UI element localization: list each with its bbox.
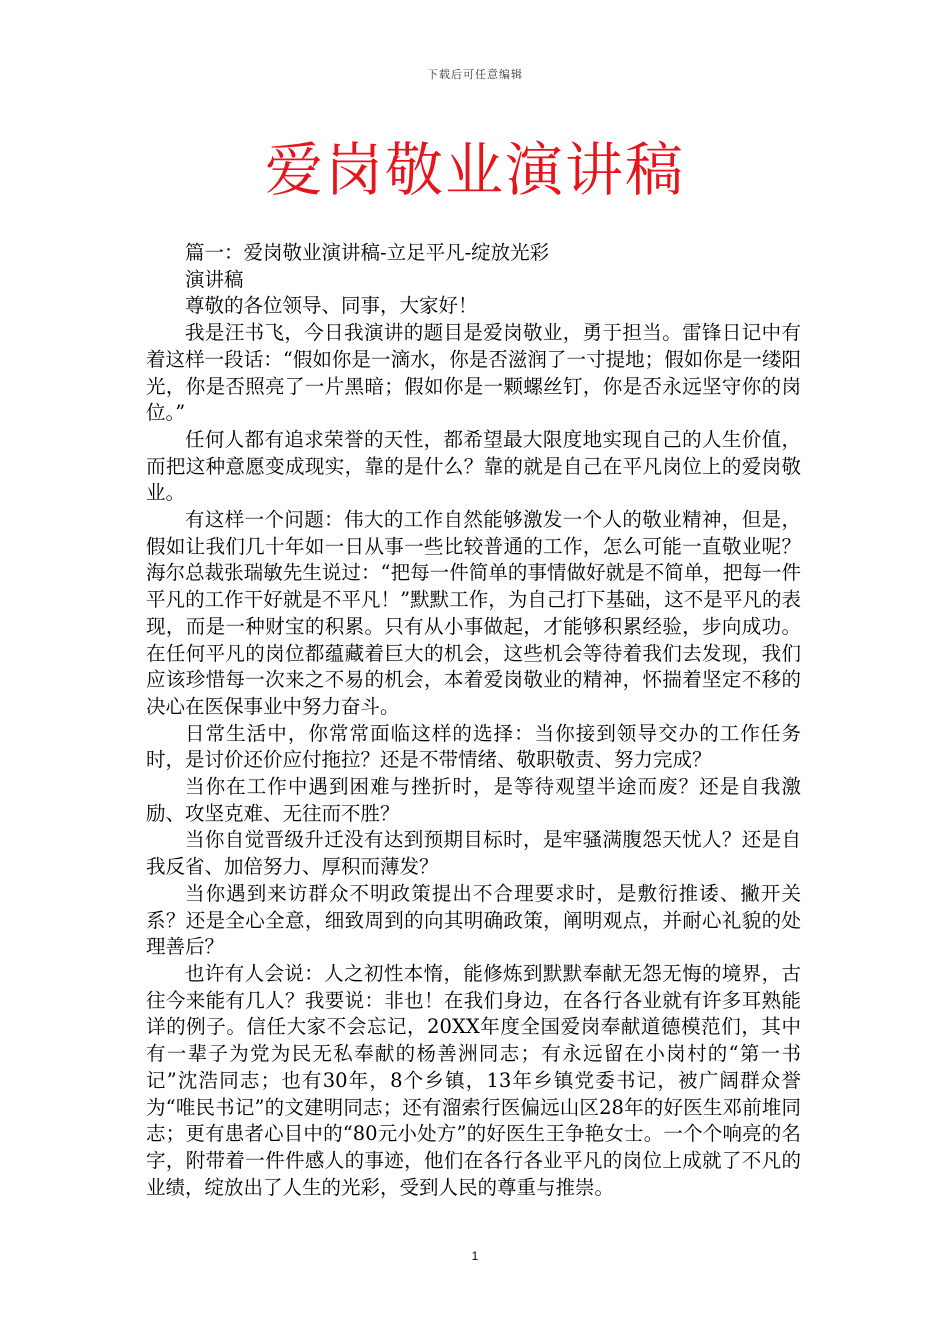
section-subheading: 演讲稿	[185, 267, 244, 291]
body-paragraph: 当你自觉晋级升迁没有达到预期目标时，是牢骚满腹怨天忧人？还是自我反省、加倍努力、厚积而薄发？	[146, 828, 801, 879]
body-paragraph: 我是汪书飞，今日我演讲的题目是爱岗敬业，勇于担当。雷锋日记中有着这样一段话：“假如你是一滴水，你是否滋润了一寸提地；假如你是一缕阳光，你是否照亮了一片黑暗；假如你是一颗螺丝钉，你是否永远坚守你的岗位。”	[146, 321, 801, 425]
body-paragraph: 当你遇到来访群众不明政策提出不合理要求时，是敷衍推诿、撇开关系？还是全心全意，细致周到的向其明确政策，阐明观点，并耐心礼貌的处理善后？	[146, 881, 801, 959]
page-header-note: 下载后可任意编辑	[427, 68, 523, 81]
body-paragraph: 任何人都有追求荣誉的天性，都希望最大限度地实现自己的人生价值，而把这种意愿变成现实，靠的是什么？靠的就是自己在平凡岗位上的爱岗敬业。	[146, 427, 801, 505]
body-paragraph: 也许有人会说：人之初性本惰，能修炼到默默奉献无怨无悔的境界，古往今来能有几人？我要说：非也！在我们身边，在各行各业就有许多耳熟能详的例子。信任大家不会忘记，20XX年度全国爱岗奉献道德模范们，其中有一辈子为党为民无私奉献的杨善洲同志；有永远留在小岗村的“第一书记”沈浩同志；也有30年，8个乡镇，13年乡镇党委书记，被广阔群众誉为“唯民书记”的文建明同志；还有溜索行医偏远山区28年的好医生邓前堆同志；更有患者心目中的“80元小处方”的好医生王争艳女士。一个个响亮的名字，附带着一件件感人的事迹，他们在各行各业平凡的岗位上成就了不凡的业绩，绽放出了人生的光彩，受到人民的尊重与推崇。	[146, 961, 801, 1199]
document-title: 爱岗敬业演讲稿	[264, 136, 685, 204]
body-paragraph: 日常生活中，你常常面临这样的选择：当你接到领导交办的工作任务时，是讨价还价应付拖拉？还是不带情绪、敬职敬责、努力完成？	[146, 721, 801, 772]
page-number: 1	[471, 1249, 479, 1263]
salutation: 尊敬的各位领导、同事，大家好！	[185, 294, 478, 318]
body-paragraph: 当你在工作中遇到困难与挫折时，是等待观望半途而废？还是自我激励、攻坚克难、无往而不胜？	[146, 775, 801, 825]
body-paragraph: 有这样一个问题：伟大的工作自然能够激发一个人的敬业精神，但是，假如让我们几十年如一日从事一些比较普通的工作，怎么可能一直敬业呢？海尔总裁张瑞敏先生说过：“把每一件简单的事情做好就是不简单，把每一件平凡的工作干好就是不平凡！”默默工作，为自己打下基础，这不是平凡的表现，而是一种财宝的积累。只有从小事做起，才能够积累经验，步向成功。在任何平凡的岗位都蕴藏着巨大的机会，这些机会等待着我们去发现，我们应该珍惜每一次来之不易的机会，本着爱岗敬业的精神，怀揣着坚定不移的决心在医保事业中努力奋斗。	[146, 508, 801, 718]
section-heading: 篇一：爱岗敬业演讲稿-立足平凡-绽放光彩	[185, 241, 550, 264]
document-body	[146, 240, 801, 1201]
